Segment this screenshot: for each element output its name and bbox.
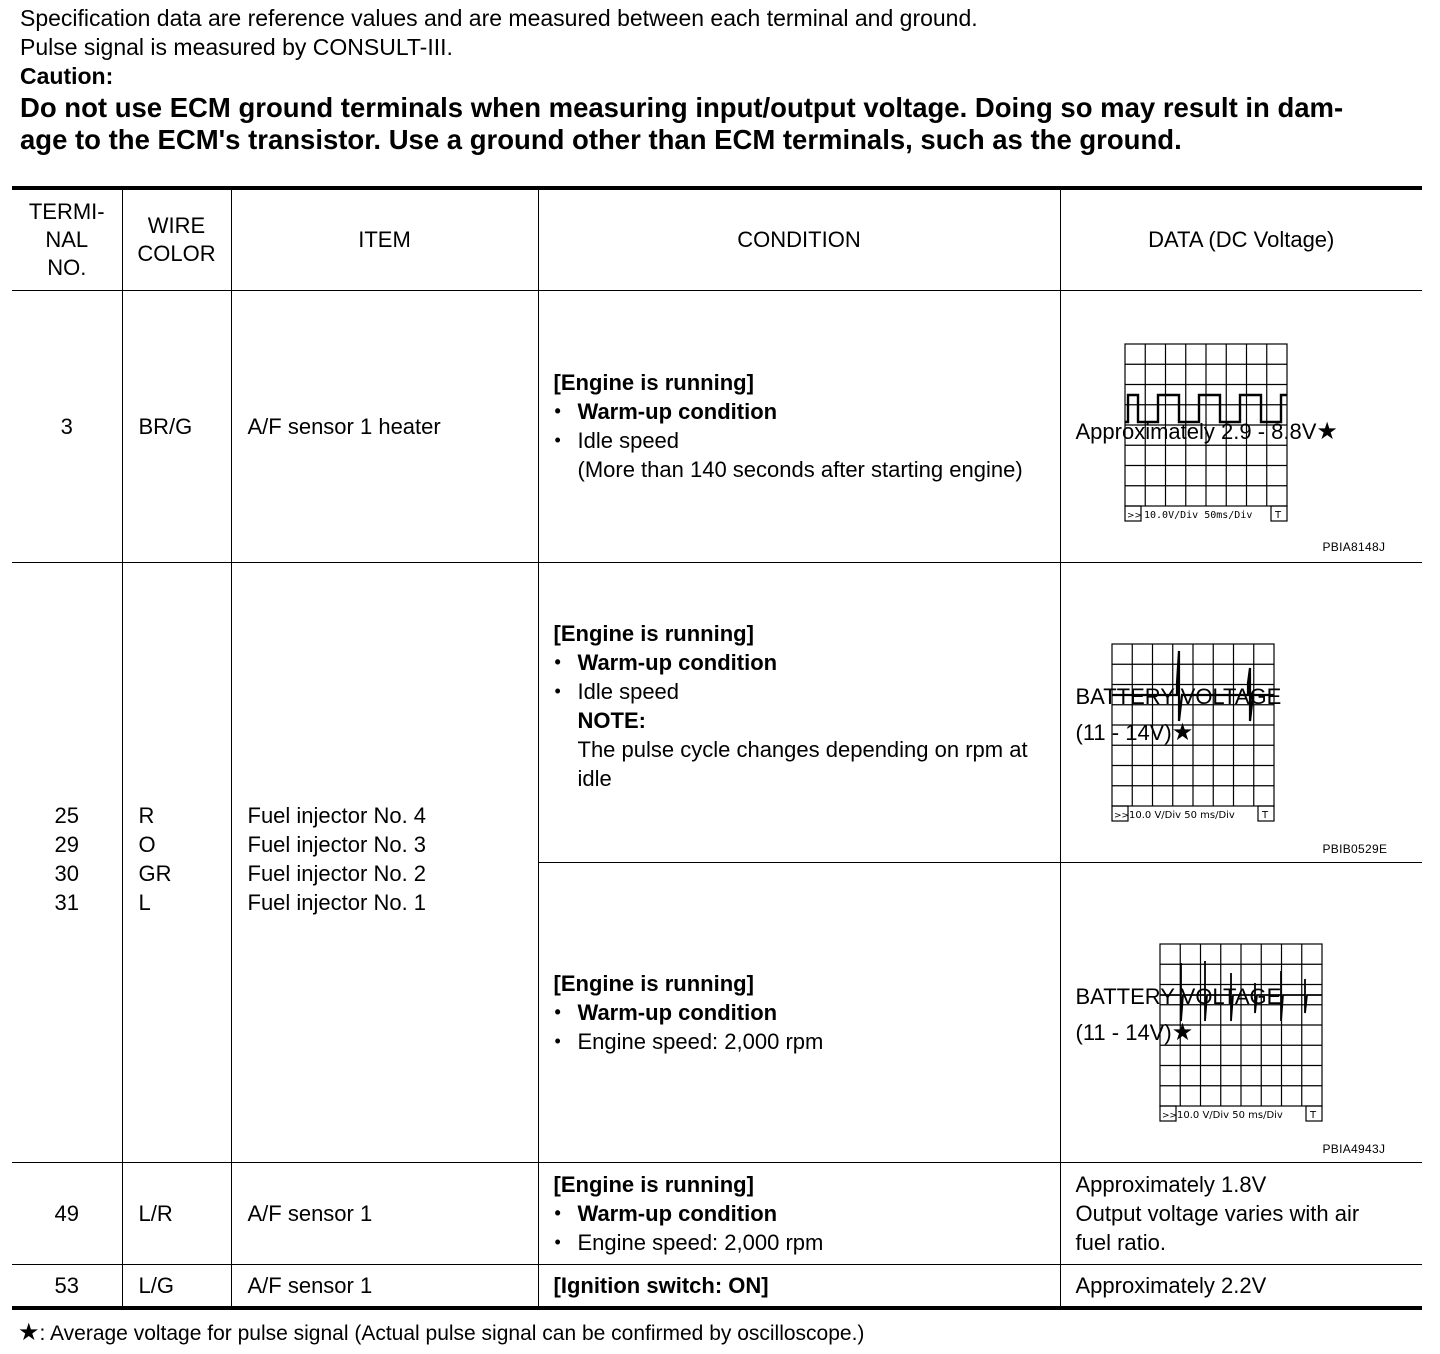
- item-cell: A/F sensor 1: [231, 1264, 538, 1308]
- header-item: ITEM: [231, 188, 538, 290]
- svg-text:>>: >>: [1126, 510, 1142, 521]
- terminal-spec-table: [12, 186, 1422, 1310]
- wire-color-cell: BR/G: [122, 290, 231, 562]
- condition-cell: [Engine is running] • Warm-up condition • Engine speed: 2,000 rpm: [538, 1162, 1060, 1264]
- intro-block: [20, 4, 1430, 156]
- data-value: BATTERY VOLTAGE: [1075, 684, 1282, 709]
- data-cell: Approximately 2.2V: [1060, 1264, 1422, 1308]
- item-cell: A/F sensor 1: [231, 1162, 538, 1264]
- intro-line-1: Specification data are reference values and are measured between each terminal and ground.: [20, 5, 978, 31]
- header-data: DATA (DC Voltage): [1060, 188, 1422, 290]
- data-cell: [1060, 290, 1422, 562]
- caution-line-2: age to the ECM's transistor. Use a ground other than ECM terminals, such as the ground.: [20, 124, 1182, 155]
- condition-cell: [Engine is running] • Warm-up condition • Engine speed: 2,000 rpm: [538, 862, 1060, 1162]
- condition-cell: [Engine is running] • Warm-up condition • Idle speed (More than 140 seconds after starting engine): [538, 290, 1060, 562]
- oscilloscope-waveform-1: [1124, 343, 1290, 525]
- condition-cell: [Engine is running] • Warm-up condition • Idle speed NOTE: The pulse cycle changes depending on rpm at idle: [538, 562, 1060, 862]
- wire-color-cell: L/G: [122, 1264, 231, 1308]
- footer-text: : Average voltage for pulse signal (Actual pulse signal can be confirmed by oscilloscope.): [39, 1322, 865, 1345]
- figure-code: PBIA8148J: [1322, 539, 1386, 554]
- item-cell: Fuel injector No. 4 Fuel injector No. 3 Fuel injector No. 2 Fuel injector No. 1: [231, 562, 538, 1162]
- header-condition: CONDITION: [538, 188, 1060, 290]
- svg-text:>>: >>: [1161, 1110, 1177, 1121]
- intro-line-2: Pulse signal is measured by CONSULT-III.: [20, 34, 453, 60]
- footer-note: [18, 1318, 864, 1347]
- star-icon: ★: [1316, 417, 1338, 445]
- terminal-cell: 53: [12, 1264, 122, 1308]
- item-cell: A/F sensor 1 heater: [231, 290, 538, 562]
- data-cell: Approximately 1.8V Output voltage varies with air fuel ratio.: [1060, 1162, 1422, 1264]
- data-value: Approximately 1.8V: [1075, 1171, 1267, 1197]
- caution-label: Caution:: [20, 63, 114, 89]
- wire-color-cell: R O GR L: [122, 562, 231, 1162]
- svg-text:T: T: [1261, 809, 1268, 821]
- table-row: [12, 290, 1422, 562]
- terminal-cell: 49: [12, 1162, 122, 1264]
- table-row: [12, 562, 1422, 862]
- condition-cell: [Ignition switch: ON]: [538, 1264, 1060, 1308]
- caution-line-1: Do not use ECM ground terminals when measuring input/output voltage. Doing so may result in dam-: [20, 92, 1344, 123]
- oscilloscope-waveform-3: [1159, 943, 1325, 1125]
- wire-color-cell: L/R: [122, 1162, 231, 1264]
- terminal-cell: 25 29 30 31: [12, 562, 122, 1162]
- data-value: Approximately 2.9 - 8.8V: [1075, 418, 1317, 444]
- header-terminal-no: TERMI- NAL NO.: [12, 188, 122, 290]
- table-header-row: [12, 188, 1422, 290]
- caution-text: [20, 92, 1430, 156]
- terminal-cell: 3: [12, 290, 122, 562]
- svg-text:T: T: [1274, 509, 1281, 521]
- star-icon: ★: [1171, 719, 1194, 746]
- figure-code: PBIB0529E: [1322, 841, 1388, 856]
- header-wire-color: WIRE COLOR: [122, 188, 231, 290]
- figure-code: PBIA4943J: [1322, 1141, 1386, 1156]
- scope-scale-label: 10.0 V/Div 50 ms/Div: [1128, 809, 1235, 821]
- oscilloscope-waveform-2: [1111, 643, 1277, 825]
- svg-text:>>: >>: [1113, 810, 1129, 821]
- data-value: BATTERY VOLTAGE: [1075, 984, 1282, 1009]
- star-icon: ★: [1171, 1019, 1194, 1046]
- svg-text:T: T: [1309, 1109, 1316, 1121]
- table-row: [12, 1162, 1422, 1264]
- data-cell: BATTERY VOLTAGE (11 - 14V)★ >> 10.0 V/Div 50 ms/Div T PBIB0529E: [1060, 562, 1422, 862]
- scope-scale-label: 10.0V/Div 50ms/Div: [1143, 509, 1252, 521]
- star-icon: ★: [18, 1319, 40, 1346]
- table-row: [12, 1264, 1422, 1308]
- scope-scale-label: 10.0 V/Div 50 ms/Div: [1176, 1109, 1283, 1121]
- data-cell: BATTERY VOLTAGE (11 - 14V)★ >> 10.0 V/Div 50 ms/Div T PBIA4943J: [1060, 862, 1422, 1162]
